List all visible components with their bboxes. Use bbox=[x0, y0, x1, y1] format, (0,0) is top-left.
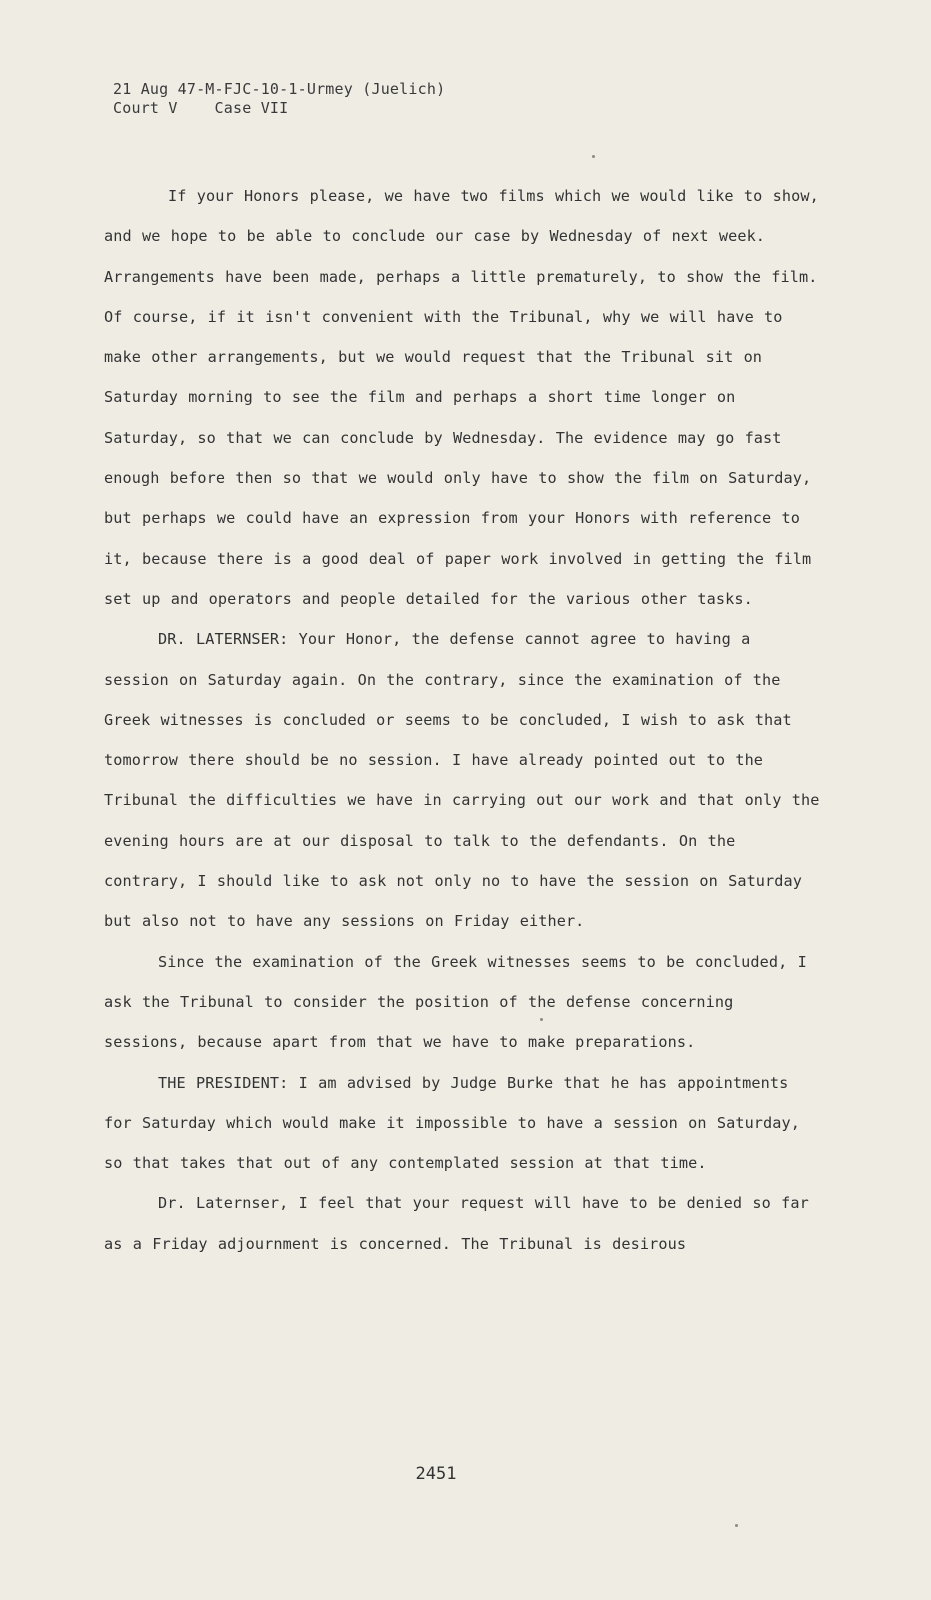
header-court-case-line: Court V Case VII bbox=[113, 99, 289, 117]
paragraph-president-continued: Dr. Laternser, I feel that your request will have to be denied so far as a Friday adjournment is concerned. The Tribunal is desirous bbox=[104, 1194, 809, 1253]
transcript-body bbox=[104, 176, 824, 1264]
paper-speck bbox=[592, 155, 595, 158]
header-reference-line: 21 Aug 47-M-FJC-10-1-Urmey (Juelich) bbox=[113, 80, 446, 98]
paper-speck bbox=[735, 1524, 738, 1527]
paragraph-laternser-continued: Since the examination of the Greek witnesses seems to be concluded, I ask the Tribunal to consider the position of the defense concerning sessions, because apart from that we have to make preparations. bbox=[104, 952, 807, 1052]
paragraph-prosecution-request: If your Honors please, we have two films which we would like to show, and we hope to be able to conclude our case by Wednesday of next week. Arrangements have been made, perhaps a little prematurely, to show the film. Of course, if it isn't convenient with the Tribunal, why we will have to make other arrangements, but we would request that the Tribunal sit on Saturday morning to see the film and perhaps a short time longer on Saturday, so that we can conclude by Wednesday. The evidence may go fast enough before then so that we would only have to show the film on Saturday, but perhaps we could have an expression from your Honors with reference to it, because there is a good deal of paper work involved in getting the film set up and operators and people detailed for the various other tasks. bbox=[104, 187, 819, 608]
paragraph-laternser-response: DR. LATERNSER: Your Honor, the defense cannot agree to having a session on Saturday again. On the contrary, since the examination of the Greek witnesses is concluded or seems to be concluded, I wish to ask that tomorrow there should be no session. I have already pointed out to the Tribunal the difficulties we have in carrying out our work and that only the evening hours are at our disposal to talk to the defendants. On the contrary, I should like to ask not only no to have the session on Saturday but also not to have any sessions on Friday either. bbox=[104, 630, 820, 931]
page-number: 2451 bbox=[415, 1464, 457, 1484]
document-header bbox=[113, 80, 445, 118]
paper-speck bbox=[540, 1018, 543, 1021]
paragraph-president-ruling: THE PRESIDENT: I am advised by Judge Burke that he has appointments for Saturday which would make it impossible to have a session on Saturday, so that takes that out of any contemplated session at that time. bbox=[104, 1073, 801, 1173]
